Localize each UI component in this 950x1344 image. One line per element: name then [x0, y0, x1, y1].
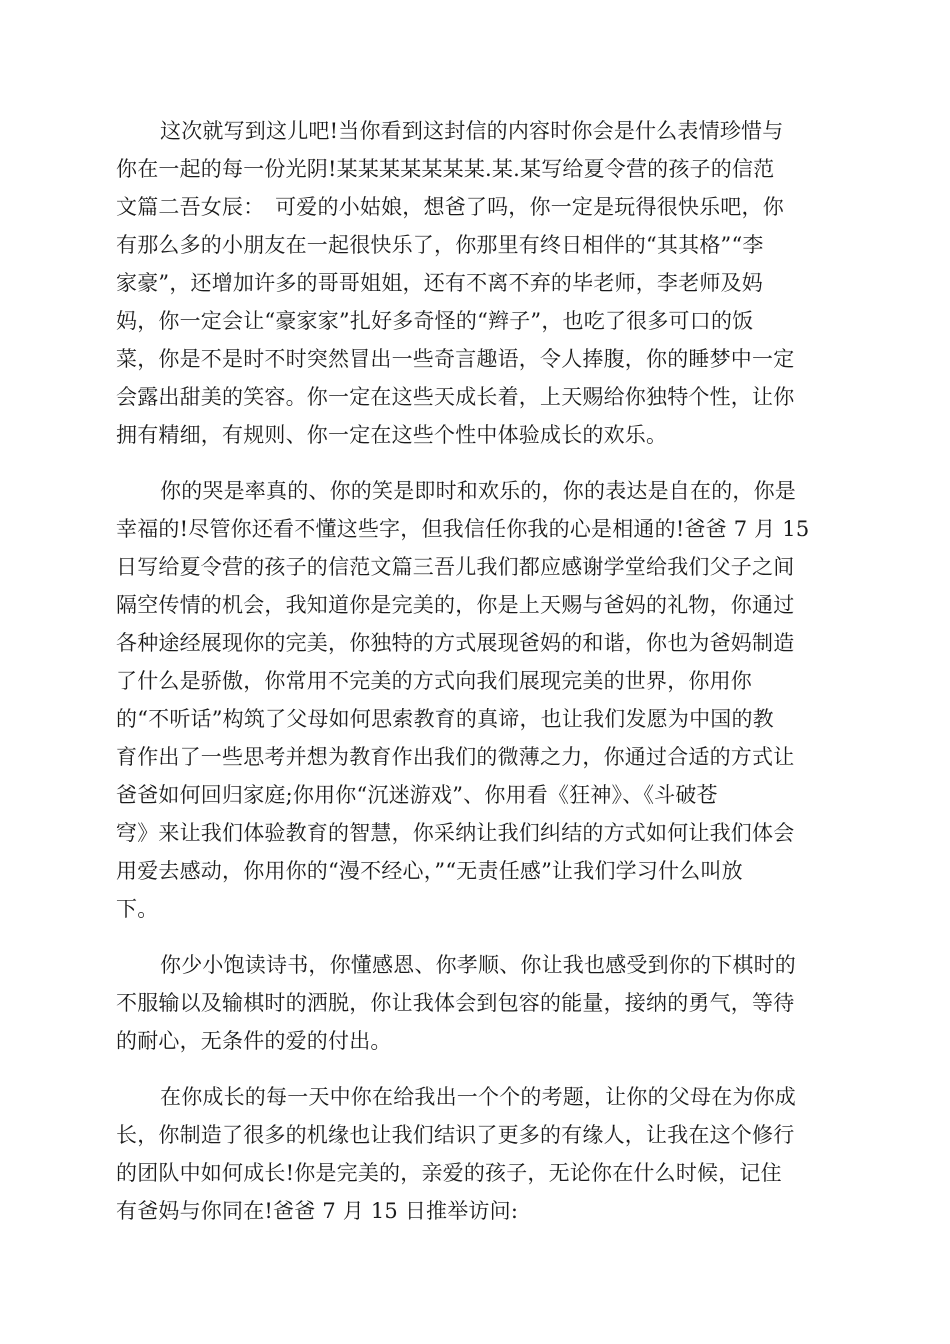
text-line: 育作出了一些思考并想为教育作出我们的微薄之力，你通过合适的方式让	[116, 745, 795, 769]
text-line: 不服输以及输棋时的洒脱，你让我体会到包容的能量，接纳的勇气，等待	[116, 991, 795, 1015]
text-line: 隔空传情的机会，我知道你是完美的，你是上天赐与爸妈的礼物，你通过	[116, 593, 795, 617]
text-line: 会露出甜美的笑容。你一定在这些天成长着，上天赐给你独特个性，让你	[116, 385, 795, 409]
text-line: 用爱去感动，你用你的“漫不经心，”“无责任感”让我们学习什么叫放	[116, 859, 743, 883]
text-line: 菜，你是不是时不时突然冒出一些奇言趣语，令人捧腹，你的睡梦中一定	[116, 347, 795, 371]
letter-body	[116, 112, 834, 1248]
paragraph-4	[116, 1078, 834, 1230]
text-line: 下。	[116, 897, 159, 921]
text-line: 各种途经展现你的完美，你独特的方式展现爸妈的和谐，你也为爸妈制造	[116, 631, 795, 655]
text-line: 的“不听话”构筑了父母如何思索教育的真谛，也让我们发愿为中国的教	[116, 707, 774, 731]
text-line: 日写给夏令营的孩子的信范文篇三吾儿我们都应感谢学堂给我们父子之间	[116, 555, 795, 579]
text-line: 这次就写到这儿吧!当你看到这封信的内容时你会是什么表情珍惜与	[160, 119, 784, 143]
text-line: 拥有精细，有规则、你一定在这些个性中体验成长的欢乐。	[116, 423, 668, 447]
text-line: 你少小饱读诗书，你懂感恩、你孝顺、你让我也感受到你的下棋时的	[160, 953, 796, 977]
text-line: 你在一起的每一份光阴!某某某某某某某.某.某写给夏令营的孩子的信范	[116, 157, 775, 181]
text-line: 在你成长的每一天中你在给我出一个个的考题，让你的父母在为你成	[160, 1085, 796, 1109]
paragraph-2	[116, 472, 834, 928]
text-line: 文篇二吾女辰： 可爱的小姑娘，想爸了吗，你一定是玩得很快乐吧，你	[116, 195, 784, 219]
text-line: 长，你制造了很多的机缘也让我们结识了更多的有缘人，让我在这个修行	[116, 1123, 795, 1147]
text-line: 妈，你一定会让“豪家家”扎好多奇怪的“辫子”，也吃了很多可口的饭	[116, 309, 754, 333]
text-line: 幸福的!尽管你还看不懂这些字，但我信任你我的心是相通的!爸爸 7 月 15	[116, 517, 810, 541]
text-line: 你的哭是率真的、你的笑是即时和欢乐的，你的表达是自在的，你是	[160, 479, 796, 503]
text-line: 的耐心，无条件的爱的付出。	[116, 1029, 392, 1053]
text-line: 有爸妈与你同在!爸爸 7 月 15 日推举访问:	[116, 1199, 519, 1223]
text-line: 的团队中如何成长!你是完美的，亲爱的孩子，无论你在什么时候，记住	[116, 1161, 782, 1185]
text-line: 有那么多的小朋友在一起很快乐了，你那里有终日相伴的“其其格”“李	[116, 233, 764, 257]
paragraph-3	[116, 946, 834, 1060]
text-line: 爸爸如何回归家庭;你用你“沉迷游戏”、你用看《狂神》、《斗破苍	[116, 783, 718, 807]
paragraph-1	[116, 112, 834, 454]
text-line: 家豪”，还增加许多的哥哥姐姐，还有不离不弃的毕老师，李老师及妈	[116, 271, 763, 295]
text-line: 穹》来让我们体验教育的智慧，你采纳让我们纠结的方式如何让我们体会	[116, 821, 795, 845]
text-line: 了什么是骄傲，你常用不完美的方式向我们展现完美的世界，你用你	[116, 669, 752, 693]
